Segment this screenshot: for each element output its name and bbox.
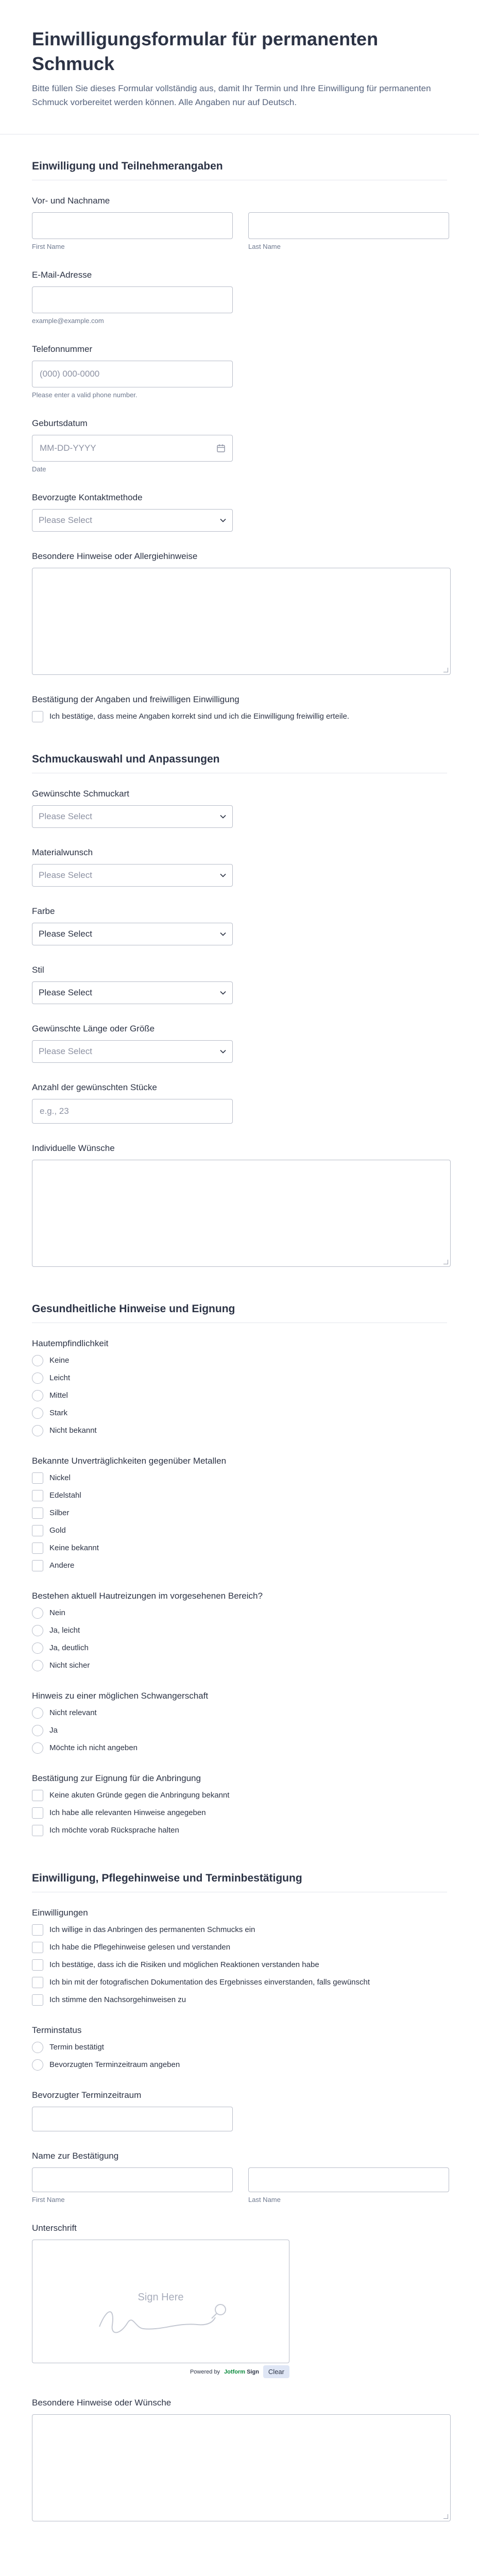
checkbox-option[interactable]	[32, 1790, 447, 1801]
radio-option[interactable]	[32, 1355, 447, 1366]
checkbox-option[interactable]	[32, 1825, 447, 1836]
checkbox-option[interactable]	[32, 1807, 447, 1819]
checkbox-option[interactable]	[32, 1543, 447, 1554]
chevron-down-icon	[220, 815, 226, 819]
jewelry-type-field	[32, 789, 447, 828]
radio-option[interactable]	[32, 1642, 447, 1654]
calendar-icon[interactable]	[216, 444, 226, 453]
radio-option[interactable]	[32, 1408, 447, 1419]
email-input[interactable]	[32, 286, 233, 313]
checkbox-option[interactable]	[32, 1472, 447, 1484]
radio-button[interactable]	[32, 2059, 43, 2071]
option-label: Silber	[49, 1509, 70, 1517]
appointment-status-field	[32, 2025, 447, 2071]
phone-sublabel: Please enter a valid phone number.	[32, 391, 138, 399]
radio-button[interactable]	[32, 1425, 43, 1436]
suitability-label: Bestätigung zur Eignung für die Anbringung	[32, 1773, 201, 1783]
material-field	[32, 848, 447, 887]
length-label: Gewünschte Länge oder Größe	[32, 1024, 155, 1033]
metal-intolerance-field	[32, 1456, 447, 1571]
style-value: Please Select	[39, 988, 92, 997]
option-label: Keine	[49, 1356, 70, 1365]
material-label: Materialwunsch	[32, 848, 93, 857]
appointment-status-label: Terminstatus	[32, 2025, 82, 2035]
signature-scribble-icon	[43, 2286, 280, 2348]
custom-wishes-textarea[interactable]	[32, 1160, 451, 1267]
checkbox[interactable]	[32, 1490, 43, 1501]
suitability-field	[32, 1773, 447, 1836]
length-value: Please Select	[39, 1046, 92, 1056]
checkbox-option[interactable]	[32, 1942, 447, 1953]
checkbox[interactable]	[32, 1560, 43, 1571]
first-name-sublabel: First Name	[32, 243, 65, 250]
checkbox[interactable]	[32, 1790, 43, 1801]
jotform-brand: Jotform	[224, 2368, 246, 2375]
option-label: Ich habe alle relevanten Hinweise angegeben	[49, 1808, 206, 1817]
confirm-first-name-sublabel: First Name	[32, 2196, 65, 2204]
form-body	[0, 160, 479, 2521]
radio-button[interactable]	[32, 1607, 43, 1619]
checkbox[interactable]	[32, 1472, 43, 1484]
option-label: Termin bestätigt	[49, 2043, 104, 2052]
checkbox[interactable]	[32, 1543, 43, 1554]
checkbox[interactable]	[32, 1807, 43, 1819]
birthdate-input[interactable]: MM-DD-YYYY	[32, 435, 233, 462]
radio-button[interactable]	[32, 1742, 43, 1754]
option-label: Edelstahl	[49, 1491, 81, 1500]
jewelry-type-select[interactable]	[32, 805, 233, 828]
checkbox[interactable]	[32, 711, 43, 722]
chevron-down-icon	[220, 1049, 226, 1054]
radio-button[interactable]	[32, 1625, 43, 1636]
email-sublabel: example@example.com	[32, 317, 104, 325]
radio-button[interactable]	[32, 2042, 43, 2053]
section-heading-consent: Einwilligung, Pflegehinweise und Terminbestätigung	[32, 1872, 447, 1892]
checkbox-option[interactable]	[32, 1507, 447, 1519]
allergy-notes-label: Besondere Hinweise oder Allergiehinweise	[32, 551, 198, 561]
option-label: Ich bin mit der fotografischen Dokumentation des Ergebnisses einverstanden, falls gewünscht	[49, 1978, 370, 1987]
checkbox-option[interactable]	[32, 1490, 447, 1501]
radio-button[interactable]	[32, 1642, 43, 1654]
contact-method-select[interactable]	[32, 509, 233, 532]
checkbox-option[interactable]	[32, 1560, 447, 1571]
consents-field	[32, 1908, 447, 2006]
checkbox-option[interactable]	[32, 1959, 447, 1971]
extra-notes-field	[32, 2398, 447, 2521]
option-label: Ich möchte vorab Rücksprache halten	[49, 1826, 179, 1835]
pregnancy-field	[32, 1691, 447, 1754]
sign-here-text: Sign Here	[138, 2292, 184, 2303]
piece-count-label: Anzahl der gewünschten Stücke	[32, 1082, 157, 1092]
chevron-down-icon	[220, 873, 226, 877]
color-label: Farbe	[32, 906, 55, 916]
option-label: Leicht	[49, 1374, 71, 1382]
confirm-last-name-sublabel: Last Name	[248, 2196, 281, 2204]
contact-method-label: Bevorzugte Kontaktmethode	[32, 493, 143, 502]
radio-button[interactable]	[32, 1408, 43, 1419]
checkbox-option[interactable]	[32, 1977, 447, 1988]
chevron-down-icon	[220, 932, 226, 936]
consent-confirm-text: Ich bestätige, dass meine Angaben korrekt sind und ich die Einwilligung freiwillig erteile.	[49, 712, 349, 721]
option-label: Bevorzugten Terminzeitraum angeben	[49, 2060, 180, 2069]
option-label: Ja, deutlich	[49, 1643, 89, 1652]
skin-sensitivity-field	[32, 1338, 447, 1436]
pregnancy-options	[32, 1707, 447, 1754]
confirm-name-field	[32, 2151, 447, 2204]
sign-brand: Sign	[247, 2368, 259, 2375]
option-label: Nein	[49, 1608, 65, 1617]
radio-option[interactable]	[32, 1425, 447, 1436]
radio-button[interactable]	[32, 1707, 43, 1719]
checkbox-option[interactable]	[32, 1525, 447, 1536]
contact-method-field	[32, 493, 447, 532]
extra-notes-label: Besondere Hinweise oder Wünsche	[32, 2398, 172, 2408]
radio-option[interactable]	[32, 1390, 447, 1401]
radio-option[interactable]	[32, 1707, 447, 1719]
email-field	[32, 270, 447, 325]
radio-button[interactable]	[32, 1390, 43, 1401]
option-label: Ich habe die Pflegehinweise gelesen und verstanden	[49, 1943, 231, 1952]
custom-wishes-label: Individuelle Wünsche	[32, 1143, 115, 1153]
option-label: Keine akuten Gründe gegen die Anbringung bekannt	[49, 1791, 230, 1800]
radio-button[interactable]	[32, 1372, 43, 1384]
color-field	[32, 906, 447, 945]
checkbox[interactable]	[32, 1507, 43, 1519]
form-title: Einwilligungsformular für permanenten Schmuck	[32, 28, 379, 74]
color-value: Please Select	[39, 929, 92, 939]
radio-option[interactable]	[32, 1372, 447, 1384]
phone-input[interactable]: (000) 000-0000	[32, 361, 233, 387]
birthdate-label: Geburtsdatum	[32, 418, 88, 428]
option-label: Nickel	[49, 1473, 71, 1482]
option-label: Stark	[49, 1409, 68, 1417]
chevron-down-icon	[220, 518, 226, 522]
checkbox[interactable]	[32, 1924, 43, 1936]
preferred-period-label: Bevorzugter Terminzeitraum	[32, 2090, 142, 2100]
custom-wishes-field	[32, 1143, 447, 1267]
confirm-first-name-input[interactable]	[32, 2167, 233, 2192]
pregnancy-label: Hinweis zu einer möglichen Schwangerschaft	[32, 1691, 209, 1701]
option-label: Andere	[49, 1561, 75, 1570]
checkbox-option[interactable]	[32, 1924, 447, 1936]
length-select[interactable]	[32, 1040, 233, 1063]
skin-sensitivity-label: Hautempfindlichkeit	[32, 1338, 109, 1348]
section-heading-jewelry: Schmuckauswahl und Anpassungen	[32, 753, 447, 773]
section-heading-health: Gesundheitliche Hinweise und Eignung	[32, 1303, 447, 1323]
radio-option[interactable]	[32, 1625, 447, 1636]
material-select[interactable]	[32, 864, 233, 887]
checkbox[interactable]	[32, 1959, 43, 1971]
option-label: Ich willige in das Anbringen des permanenten Schmucks ein	[49, 1925, 255, 1934]
form-description: Bitte füllen Sie dieses Formular vollständig aus, damit Ihr Termin und Ihre Einwilligung für permanenten Schmuck vorbereitet werden können. Alle Angaben nur auf Deutsch.	[32, 83, 431, 107]
jotform-sign-logo	[224, 2369, 259, 2375]
suitability-options	[32, 1790, 447, 1836]
skin-irritation-field	[32, 1591, 447, 1671]
option-label: Nicht bekannt	[49, 1426, 97, 1435]
preferred-period-input[interactable]	[32, 2107, 233, 2131]
checkbox[interactable]	[32, 1977, 43, 1988]
phone-label: Telefonnummer	[32, 344, 93, 354]
material-value: Please Select	[39, 870, 92, 880]
jewelry-type-value: Please Select	[39, 811, 92, 821]
radio-option[interactable]	[32, 1660, 447, 1671]
signature-label: Unterschrift	[32, 2223, 77, 2233]
first-name-input[interactable]	[32, 212, 233, 239]
radio-button[interactable]	[32, 1725, 43, 1736]
radio-option[interactable]	[32, 1725, 447, 1736]
radio-option[interactable]	[32, 2042, 447, 2053]
piece-count-field	[32, 1082, 447, 1124]
option-label: Nicht sicher	[49, 1661, 90, 1670]
last-name-input[interactable]	[248, 212, 449, 239]
full-name-label: Vor- und Nachname	[32, 196, 110, 206]
radio-option[interactable]	[32, 1742, 447, 1754]
checkbox-option[interactable]	[32, 1994, 447, 2006]
confirm-last-name-input[interactable]	[248, 2167, 449, 2192]
style-label: Stil	[32, 965, 44, 975]
contact-method-value: Please Select	[39, 515, 92, 525]
clear-signature-button[interactable]: Clear	[263, 2365, 289, 2378]
style-field	[32, 965, 447, 1004]
birthdate-field	[32, 418, 447, 473]
phone-field	[32, 344, 447, 399]
consents-label: Einwilligungen	[32, 1908, 88, 1918]
consent-confirm-field	[32, 694, 447, 722]
radio-button[interactable]	[32, 1355, 43, 1366]
option-label: Ja, leicht	[49, 1626, 80, 1635]
jewelry-type-label: Gewünschte Schmuckart	[32, 789, 129, 799]
option-label: Gold	[49, 1526, 66, 1535]
signature-field	[32, 2223, 447, 2378]
allergy-notes-field	[32, 551, 447, 675]
option-label: Keine bekannt	[49, 1544, 99, 1552]
checkbox[interactable]	[32, 1825, 43, 1836]
style-select[interactable]	[32, 981, 233, 1004]
option-label: Mittel	[49, 1391, 68, 1400]
radio-option[interactable]	[32, 2059, 447, 2071]
birthdate-sublabel: Date	[32, 465, 46, 473]
allergy-notes-textarea[interactable]	[32, 568, 451, 675]
extra-notes-textarea[interactable]	[32, 2414, 451, 2521]
radio-button[interactable]	[32, 1660, 43, 1671]
checkbox[interactable]	[32, 1525, 43, 1536]
radio-option[interactable]	[32, 1607, 447, 1619]
consent-confirm-label: Bestätigung der Angaben und freiwilligen Einwilligung	[32, 694, 239, 704]
option-label: Möchte ich nicht angeben	[49, 1743, 138, 1752]
length-field	[32, 1024, 447, 1063]
preferred-period-field	[32, 2090, 447, 2131]
option-label: Ja	[49, 1726, 58, 1735]
consent-confirm-option[interactable]	[32, 711, 447, 722]
confirm-name-label: Name zur Bestätigung	[32, 2151, 119, 2161]
skin-irritation-label: Bestehen aktuell Hautreizungen im vorgesehenen Bereich?	[32, 1591, 263, 1601]
full-name-field	[32, 196, 447, 250]
piece-count-input[interactable]: e.g., 23	[32, 1099, 233, 1124]
metal-intolerance-label: Bekannte Unverträglichkeiten gegenüber Metallen	[32, 1456, 227, 1466]
signature-footer	[32, 2365, 289, 2378]
skin-irritation-options	[32, 1607, 447, 1671]
option-label: Nicht relevant	[49, 1708, 97, 1717]
appointment-status-options	[32, 2042, 447, 2071]
email-label: E-Mail-Adresse	[32, 270, 92, 280]
signature-pad[interactable]	[32, 2240, 289, 2363]
checkbox[interactable]	[32, 1942, 43, 1953]
option-label: Ich stimme den Nachsorgehinweisen zu	[49, 1995, 186, 2004]
chevron-down-icon	[220, 991, 226, 995]
skin-sensitivity-options	[32, 1355, 447, 1436]
color-select[interactable]	[32, 923, 233, 945]
checkbox[interactable]	[32, 1994, 43, 2006]
consents-options	[32, 1924, 447, 2006]
section-heading-participant: Einwilligung und Teilnehmerangaben	[32, 160, 447, 180]
powered-by-text: Powered by	[190, 2368, 220, 2375]
last-name-sublabel: Last Name	[248, 243, 281, 250]
option-label: Ich bestätige, dass ich die Risiken und möglichen Reaktionen verstanden habe	[49, 1960, 319, 1969]
form-header	[0, 0, 479, 134]
metal-intolerance-options	[32, 1472, 447, 1571]
